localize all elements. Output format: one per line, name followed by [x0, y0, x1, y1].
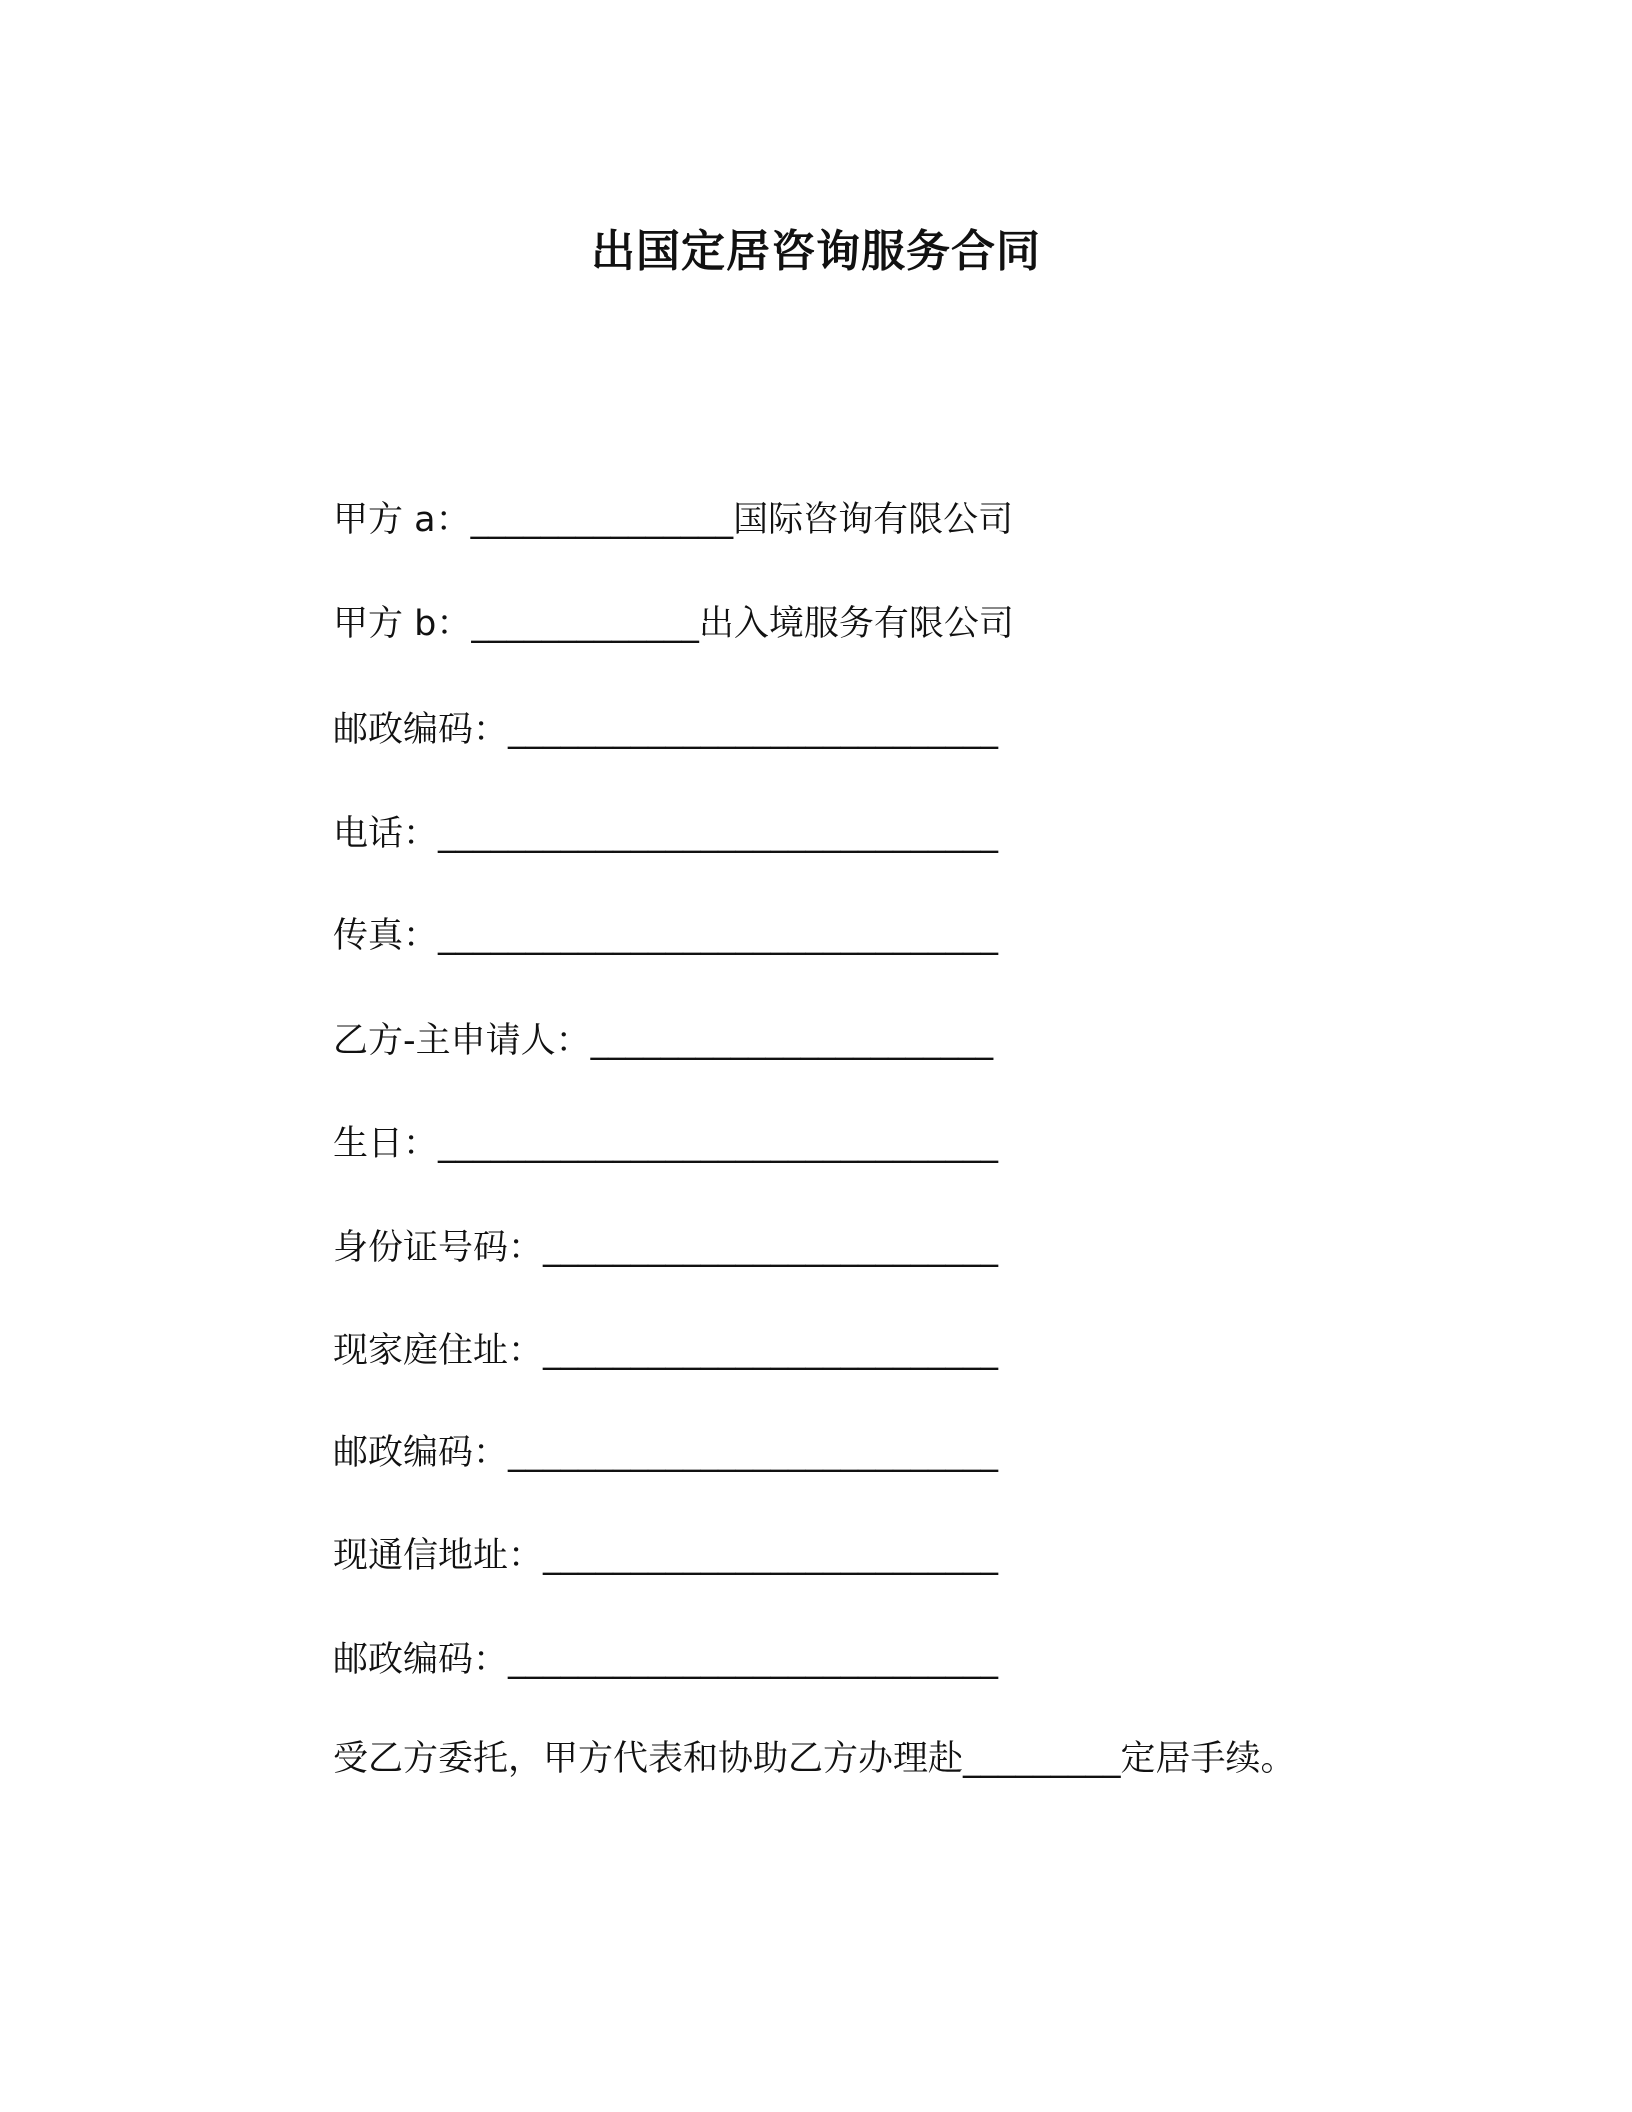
- party-b-applicant-field: 乙方-主申请人：_______________________: [333, 1021, 994, 1061]
- fax-field: 传真：________________________________: [333, 916, 999, 956]
- postal-code-field-2: 邮政编码：____________________________: [333, 1433, 999, 1473]
- birthday-field: 生日：________________________________: [333, 1124, 999, 1164]
- document-title: 出国定居咨询服务合同: [591, 226, 1041, 277]
- postal-code-field: 邮政编码：____________________________: [333, 710, 999, 750]
- party-a-company-b: 甲方 b：_____________出入境服务有限公司: [333, 604, 1014, 644]
- home-address-field: 现家庭住址：__________________________: [333, 1331, 999, 1371]
- id-number-field: 身份证号码：__________________________: [333, 1228, 999, 1268]
- phone-field: 电话：________________________________: [333, 814, 999, 854]
- postal-code-field-3: 邮政编码：____________________________: [333, 1640, 999, 1680]
- party-a-company-a: 甲方 a：_______________国际咨询有限公司: [333, 500, 1014, 540]
- entrustment-clause: 受乙方委托，甲方代表和协助乙方办理赴_________定居手续。: [333, 1739, 1296, 1779]
- mailing-address-field: 现通信地址：__________________________: [333, 1536, 999, 1576]
